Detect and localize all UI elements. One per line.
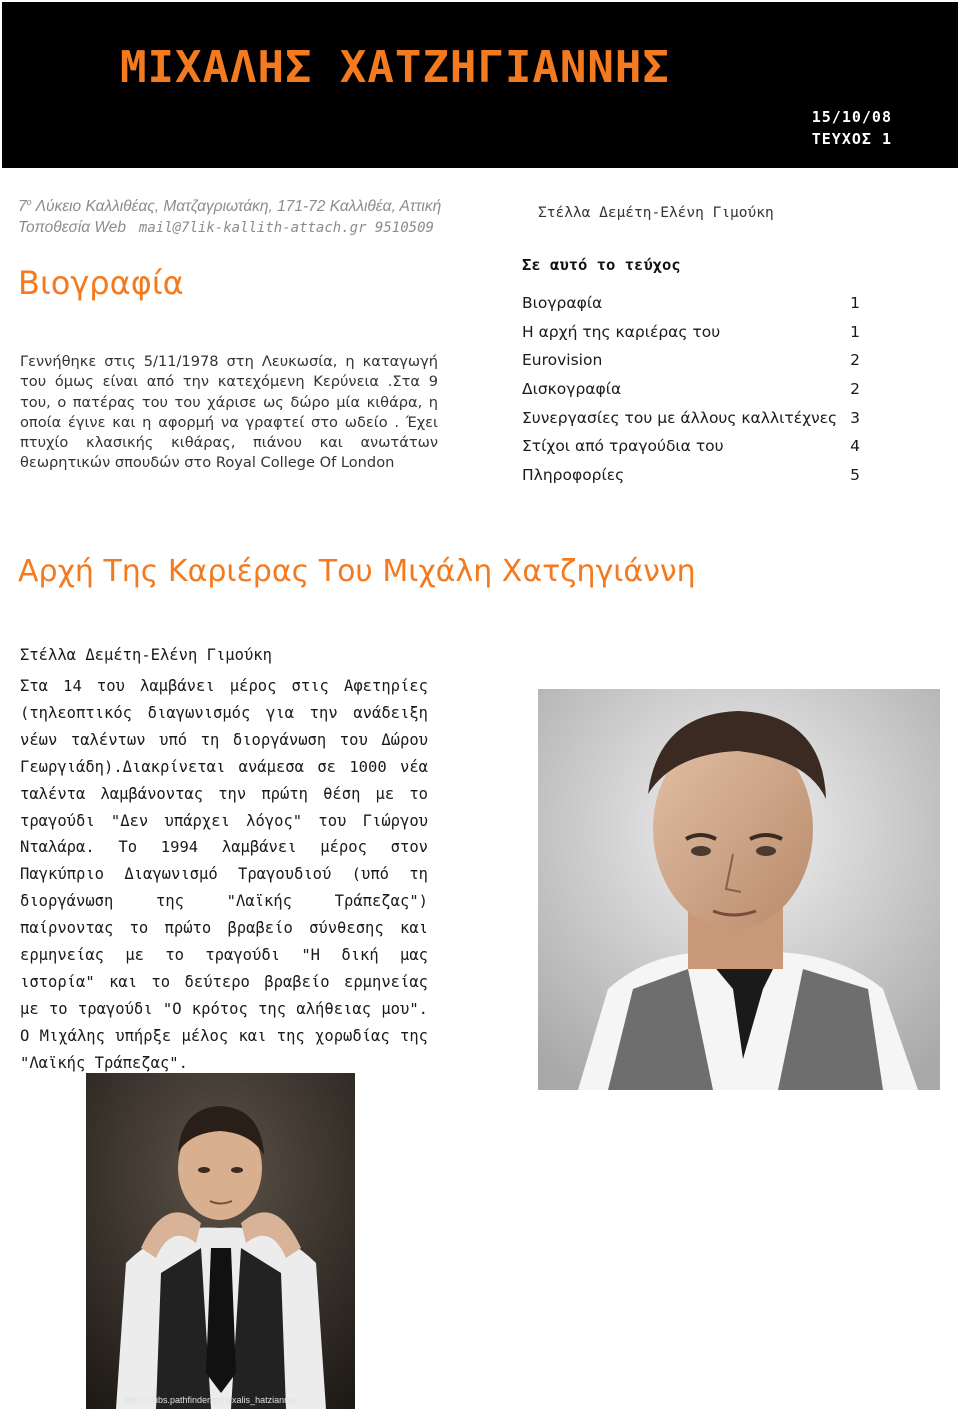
toc-item[interactable]: [522, 380, 860, 409]
toc-item[interactable]: [522, 294, 860, 323]
toc-item-label: Πληροφορίες: [522, 466, 625, 485]
toc-item-label: Βιογραφία: [522, 294, 603, 312]
masthead: [2, 2, 958, 168]
table-of-contents: [522, 294, 860, 495]
career-author: Στέλλα Δεμέτη-Ελένη Γιμούκη: [20, 646, 272, 664]
author-byline: Στέλλα Δεμέτη-Ελένη Γιμούκη: [538, 205, 774, 221]
portrait-photo: [538, 689, 940, 1090]
school-contact: [18, 217, 441, 239]
career-text: Στα 14 του λαμβάνει μέρος στις Αφετηρίες (τηλεοπτικός διαγωνισμός για την ανάδειξη νέων ταλέντων υπό τη διοργάνωση του Δώρου Γεωργιάδη).Διακρίνεται ανάμεσα σε 1000 νέα ταλέντα λαμβάνοντας την πρώτη θέση με το τραγούδι "Δεν υπάρχει λόγος" του Γιώργου Νταλάρα. Το 1994 λαμβάνει μέρος στον Παγκύπριο Διαγωνισμό Τραγουδιού (υπό τη διοργάνωση της "Λαϊκής Τράπεζας") παίρνοντας το πρώτο βραβείο σύνθεσης και ερμηνείας με το τραγούδι "Η δική μας ιστορία" και το δεύτερο βραβείο ερμηνείας με το τραγούδι "Ο κρότος της αλήθειας μου". Ο Μιχάλης υπήρξε μέλος και της χορωδίας της "Λαϊκής Τράπεζας".: [20, 677, 428, 1072]
fullbody-photo: [86, 1073, 355, 1409]
biography-heading: Βιογραφία: [18, 264, 184, 302]
toc-item[interactable]: [522, 409, 860, 438]
school-ordinal-suffix: ο: [26, 197, 32, 207]
toc-item-page: 2: [850, 351, 860, 370]
school-ordinal: 7: [18, 198, 27, 216]
toc-item-page: 1: [850, 294, 860, 312]
newsletter-title: ΜΙΧΑΛΗΣ ΧΑΤΖΗΓΙΑΝΝΗΣ: [120, 42, 670, 93]
toc-item-label: Στίχοι από τραγούδια του: [522, 437, 724, 456]
toc-item[interactable]: [522, 351, 860, 380]
toc-item-label: Δισκογραφία: [522, 380, 622, 399]
photo-watermark: http://clubs.pathfinder.gr/mixalis_hatziannis: [124, 1395, 296, 1405]
school-info: [18, 192, 441, 239]
career-heading: Αρχή Της Καριέρας Του Μιχάλη Χατζηγιάννη: [18, 554, 696, 589]
toc-item[interactable]: [522, 437, 860, 466]
toc-item-page: 5: [850, 466, 860, 485]
toc-item[interactable]: [522, 323, 860, 352]
issue-number: ΤΕΥΧΟΣ 1: [811, 130, 892, 148]
toc-item-page: 4: [850, 437, 860, 456]
toc-item-page: 3: [850, 408, 860, 427]
toc-item-label: Συνεργασίες του με άλλους καλλιτέχνες: [522, 408, 838, 427]
school-address-text: Λύκειο Καλλιθέας, Ματζαγριωτάκη, 171-72 Καλλιθέα, Αττική: [31, 198, 442, 216]
toc-item-label: Η αρχή της καριέρας του: [522, 322, 721, 341]
biography-text: Γεννήθηκε στις 5/11/1978 στη Λευκωσία, η καταγωγή του όμως είναι από την κατεχόμενη Κερύνεια .Στα 9 του, ο πατέρας του του χάρισε ως δώρο μία κιθάρα, η οποία έγινε και η αφορμή να γραφτεί στο ωδείο . Έχει πτυχίο κλασικής κιθάρας, πιάνου και ανωτάτων θεωρητικών σπουδών στο Royal College Of London: [20, 353, 438, 472]
school-address: [18, 192, 441, 217]
toc-heading: Σε αυτό το τεύχος: [522, 256, 681, 274]
toc-item-page: 2: [850, 380, 860, 399]
web-link[interactable]: Τοποθεσία Web: [18, 219, 126, 237]
toc-item[interactable]: [522, 466, 860, 495]
toc-item-label: Eurovision: [522, 351, 603, 370]
contact-email[interactable]: mail@7lik-kallith-attach.gr 9510509: [138, 220, 434, 237]
issue-date: 15/10/08: [811, 108, 892, 126]
toc-item-page: 1: [850, 322, 860, 341]
